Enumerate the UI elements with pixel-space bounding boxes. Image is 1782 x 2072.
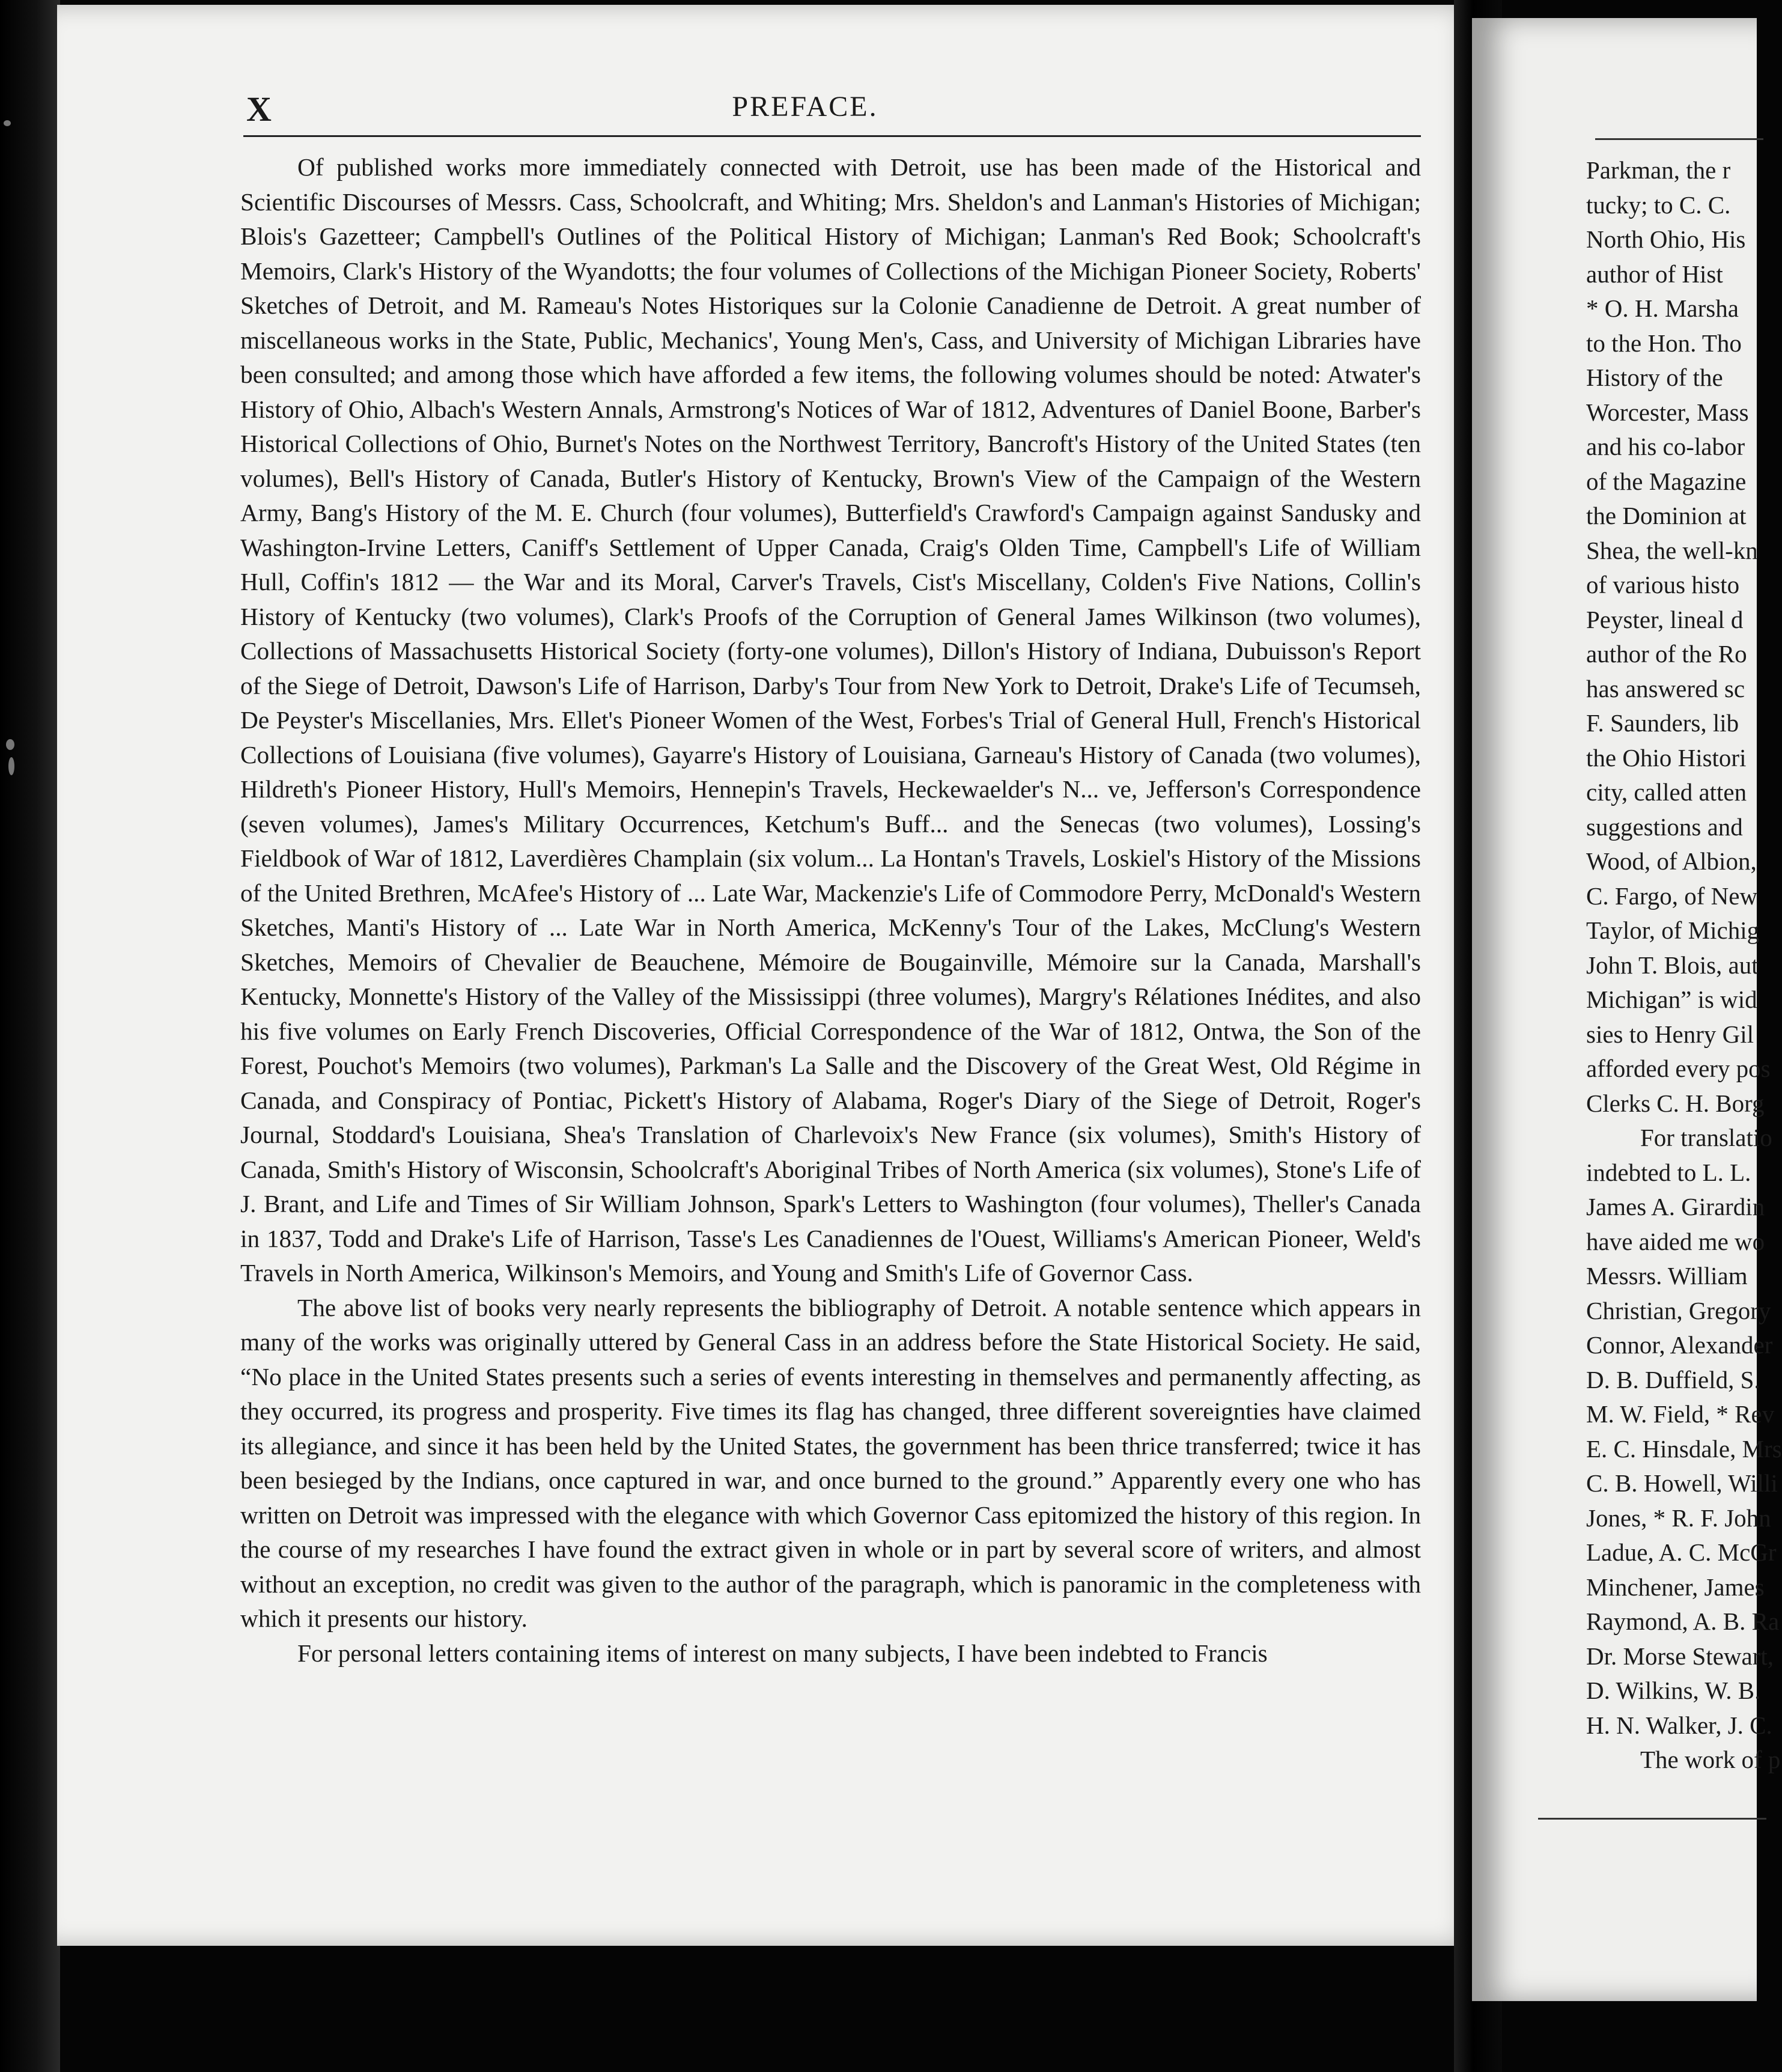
scan-speck xyxy=(8,757,14,775)
running-title: PREFACE. xyxy=(732,91,878,123)
paragraph-personal-letters: For personal letters containing items of interest on many subjects, I have been indebted to Francis xyxy=(297,1639,1268,1667)
right-page-line: suggestions and xyxy=(1586,812,1743,841)
right-page-line: M. W. Field, * Rev xyxy=(1586,1400,1775,1428)
right-page-line: and his co-labor xyxy=(1586,433,1745,460)
right-page-line: D. Wilkins, W. B. xyxy=(1586,1677,1761,1704)
right-page-line: The work of p xyxy=(1640,1746,1781,1773)
right-page-line: the Ohio Histori xyxy=(1586,743,1747,772)
right-page-line: indebted to L. L. xyxy=(1586,1158,1751,1186)
right-page-text xyxy=(1586,153,1782,1778)
right-page-line: author of the Ro xyxy=(1586,640,1747,668)
right-page-line: Worcester, Mass xyxy=(1586,398,1749,426)
right-page-line: of the Magazine xyxy=(1586,467,1747,495)
right-page-line: History of the xyxy=(1586,364,1723,391)
right-page-line: author of Hist xyxy=(1586,260,1723,288)
header-rule xyxy=(243,135,1421,137)
right-page-line: North Ohio, His xyxy=(1586,225,1746,253)
right-page-line: have aided me wo xyxy=(1586,1227,1765,1255)
right-page-line: Dr. Morse Stewart, xyxy=(1586,1642,1774,1670)
page-header xyxy=(189,84,1421,132)
scan-speck xyxy=(6,739,14,750)
right-page-line: C. B. Howell, Willi xyxy=(1586,1469,1778,1497)
right-page-line: F. Saunders, lib xyxy=(1586,709,1739,737)
preface-body xyxy=(240,150,1421,1671)
right-page-line: Peyster, lineal d xyxy=(1586,605,1744,633)
right-page-line: For translatio xyxy=(1640,1124,1772,1151)
right-page-line: has answered sc xyxy=(1586,674,1745,702)
right-page-line: Ladue, A. C. McGr xyxy=(1586,1538,1777,1566)
right-page-line: John T. Blois, aut xyxy=(1586,951,1759,979)
right-page-line: Wood, of Albion, xyxy=(1586,847,1757,875)
right-page-line: Michigan” is wid xyxy=(1586,986,1757,1013)
paragraph-cass-quote: The above list of books very nearly represents the bibliography of Detroit. A notable sentence which appears in many of the works was originally uttered by General Cass in an address before the State Historical Society. He said, “No place in the United States presents such a series of events interesting in themselves and permanently affecting, as they occurred, its progress and prosperity. Five times its flag has changed, three different sovereignties have claimed its allegiance, and since it has been held by the United States, the government has been thrice transferred; twice it has been besieged by the Indians, once captured in war, and once burned to the ground.” Apparently every one who has written on Detroit was impressed with the elegance with which Governor Cass epitomized the history of this region. In the course of my researches I have found the extract given in whole or in part by several score of writers, and almost without an exception, no credit was given to the author of the paragraph, which is panoramic in the completeness with which it presents our history. xyxy=(240,1293,1421,1632)
right-page-line: Connor, Alexander xyxy=(1586,1331,1773,1359)
right-footer-rule xyxy=(1538,1818,1766,1820)
right-page-line: Minchener, James xyxy=(1586,1573,1765,1601)
right-page-line: Christian, Gregory xyxy=(1586,1296,1771,1324)
right-page-line: the Dominion at xyxy=(1586,502,1747,529)
right-page-line: * O. H. Marsha xyxy=(1586,294,1739,322)
right-page-line: Taylor, of Michig xyxy=(1586,916,1760,944)
page-number: X xyxy=(246,90,272,129)
right-page-line: sies to Henry Gil xyxy=(1586,1020,1754,1048)
scan-border xyxy=(0,0,60,2072)
right-page-line: E. C. Hinsdale, Mrs xyxy=(1586,1434,1782,1463)
right-page-line: city, called atten xyxy=(1586,778,1747,806)
right-page-line: Shea, the well-kn xyxy=(1586,536,1758,564)
right-page-line: D. B. Duffield, S. xyxy=(1586,1365,1760,1394)
right-page-line: afforded every pos xyxy=(1586,1055,1771,1082)
right-header-rule xyxy=(1595,138,1763,140)
right-page-line: to the Hon. Tho xyxy=(1586,329,1742,357)
paragraph-bibliography: Of published works more immediately connected with Detroit, use has been made of the Historical and Scientific Discourses of Messrs. Cass, Schoolcraft, and Whiting; Mrs. Sheldon's and Lanman's Histories of Michigan; Blois's Gazetteer; Campbell's Outlines of the Political History of Michigan; Lanman's Red Book; Schoolcraft's Memoirs, Clark's History of the Wyandotts; the four volumes of Collections of the Michigan Pioneer Society, Roberts' Sketches of Detroit, and M. Rameau's Notes Historiques sur la Colonie Canadienne de Detroit. A great number of miscellaneous works in the State, Public, Mechanics', Young Men's, Cass, and University of Michigan Libraries have been consulted; and among those which have afforded a few items, the following volumes should be noted: Atwater's History of Ohio, Albach's Western Annals, Armstrong's Notices of War of 1812, Adventures of Daniel Boone, Barber's Historical Collections of Ohio, Burnet's Notes on the Northwest Territory, Bancroft's History of the United States (ten volumes), Bell's History of Canada, Butler's History of Kentucky, Brown's View of the Campaign of the Western Army, Bang's History of the M. E. Church (four volumes), Butterfield's Crawford's Campaign against Sandusky and Washington-Irvine Letters, Caniff's Settlement of Upper Canada, Craig's Olden Time, Campbell's Life of William Hull, Coffin's 1812 — the War and its Moral, Carver's Travels, Cist's Miscellany, Colden's Five Nations, Collin's History of Kentucky (two volumes), Clark's Proofs of the Corruption of General James Wilkinson (two volumes), Collections of Massachusetts Historical Society (forty-one volumes), Dillon's History of Indiana, Dubuisson's Report of the Siege of Detroit, Dawson's Life of Harrison, Darby's Tour from New York to Detroit, Drake's Life of Tecumseh, De Peyster's Miscellanies, Mrs. Ellet's Pioneer Women of the West, Forbes's Trial of General Hull, French's Historical Collections of Louisiana (five volumes), Gayarre's History of Louisiana, Garneau's History of Canada (two volumes), Hildreth's Pioneer History, Hull's Memoirs, Hennepin's Travels, Heckewaelder's N... ve, Jefferson's Correspondence (seven volumes), James's Military Occurrences, Ketchum's Buff... and the Senecas (two volumes), Lossing's Fieldbook of War of 1812, Laverdières Champlain (six volum... La Hontan's Travels, Loskiel's History of the Missions of the United Brethren, McAfee's History of ... Late War, Mackenzie's Life of Commodore Perry, McDonald's Western Sketches, Manti's History of ... Late War in North America, McKenny's Tour of the Lakes, McClung's Western Sketches, Memoirs of Chevalier de Beauchene, Mémoire de Bougainville, Mémoire sur la Canada, Marshall's Kentucky, Monnette's History of the Valley of the Mississippi (three volumes), Margry's Rélationes Inédites, and also his five volumes on Early French Discoveries, Official Correspondence of the War of 1812, Ontwa, the Son of the Forest, Pouchot's Memoirs (two volumes), Parkman's La Salle and the Discovery of the Great West, Old Régime in Canada, and Conspiracy of Pontiac, Pickett's History of Alabama, Roger's Diary of the Siege of Detroit, Roger's Journal, Stoddard's Louisiana, Shea's Translation of Charlevoix's New France (six volumes), Smith's History of Canada, Smith's History of Wisconsin, Schoolcraft's Aboriginal Tribes of North America (six volumes), Stone's Life of J. Brant, and Life and Times of Sir William Johnson, Spark's Letters to Washington (four volumes), Theller's Canada in 1837, Todd and Drake's Life of Harrison, Tasse's Les Canadiennes de l'Ouest, Williams's American Pioneer, Weld's Travels in North America, Wilkinson's Memoirs, and Young and Smith's Life of Governor Cass. xyxy=(240,153,1421,1287)
right-page-line: tucky; to C. C. xyxy=(1586,190,1731,219)
right-page-line: Raymond, A. B. Ra xyxy=(1586,1607,1780,1635)
right-page-line: C. Fargo, of New xyxy=(1586,882,1758,910)
right-page-line: Messrs. William xyxy=(1586,1262,1748,1290)
right-page-line: Jones, * R. F. John xyxy=(1586,1504,1771,1532)
scan-speck xyxy=(4,120,11,126)
right-page-line: Clerks C. H. Borg xyxy=(1586,1089,1765,1117)
right-page-line: of various histo xyxy=(1586,571,1740,599)
right-page-line: James A. Girardin xyxy=(1586,1193,1765,1220)
right-page-line: H. N. Walker, J. C. xyxy=(1586,1711,1772,1739)
right-page-line: Parkman, the r xyxy=(1586,156,1731,184)
